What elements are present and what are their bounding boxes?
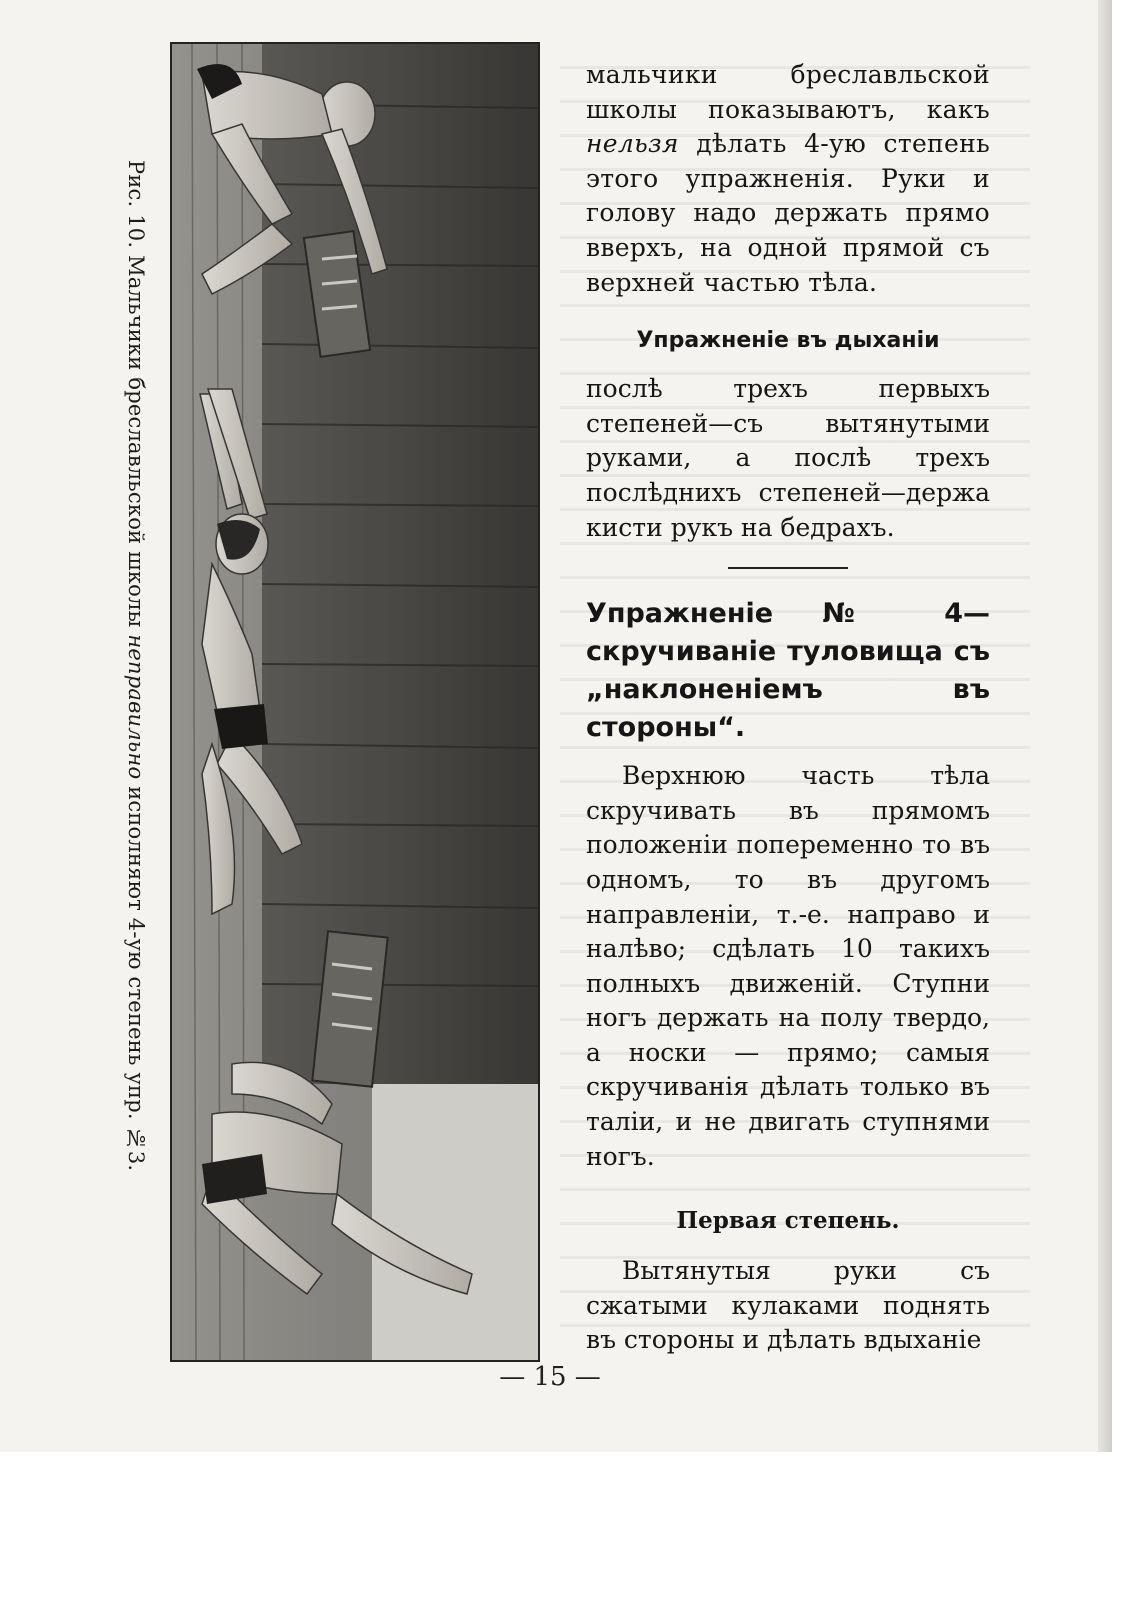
caption-suffix: исполняют 4-ую степень упр. №3. <box>124 779 148 1172</box>
breathing-text: послѣ трехъ первыхъ степеней—съ вытянутыми руками, а послѣ трехъ послѣднихъ степеней—держа кисти рукъ на бедрахъ. <box>586 374 990 542</box>
figure-photo <box>170 42 540 1362</box>
text-column <box>586 58 990 1358</box>
breathing-heading: Упражненіе въ дыханіи <box>636 328 940 354</box>
caption-italic: неправильно <box>124 634 148 780</box>
section-divider <box>728 567 848 569</box>
para1-italic: нельзя <box>586 129 679 159</box>
para1-suffix: дѣлать 4-ую степень этого упражненія. Руки и голову надо держать прямо вверхъ, на одной прямой съ верхней частью тѣла. <box>586 129 990 297</box>
page-edge <box>1098 0 1112 1452</box>
exercise-text: Верхнюю часть тѣла скручивать въ прямомъ положеніи попеременно то въ одномъ, то въ другомъ направленіи, т.-е. направо и налѣво; сдѣлать 10 такихъ полныхъ движеній. Ступни ногъ держать на полу твердо, а носки — прямо; самыя скручиванія дѣлать только въ таліи, и не двигать ступнями ногъ. <box>586 761 990 1171</box>
figure-caption-wrap <box>118 160 154 1270</box>
paragraph-intro <box>586 58 990 300</box>
photo-illustration <box>172 44 538 1360</box>
first-degree-text: Вытянутыя руки съ сжатыми кулаками поднять въ стороны и дѣлать вдыханіе <box>586 1256 990 1355</box>
para1-prefix: мальчики бреславльской школы показываютъ, какъ <box>586 60 990 124</box>
exercise-heading: Упражненіе № 4—скручиваніе туловища съ „наклоненіемъ въ стороны“. <box>586 598 990 744</box>
page-number: — 15 — <box>499 1362 601 1392</box>
caption-prefix: Рис. 10. Мальчики бреславльской школы <box>124 160 148 635</box>
figure-caption <box>118 160 154 1270</box>
first-degree-heading: Первая степень. <box>676 1207 900 1235</box>
